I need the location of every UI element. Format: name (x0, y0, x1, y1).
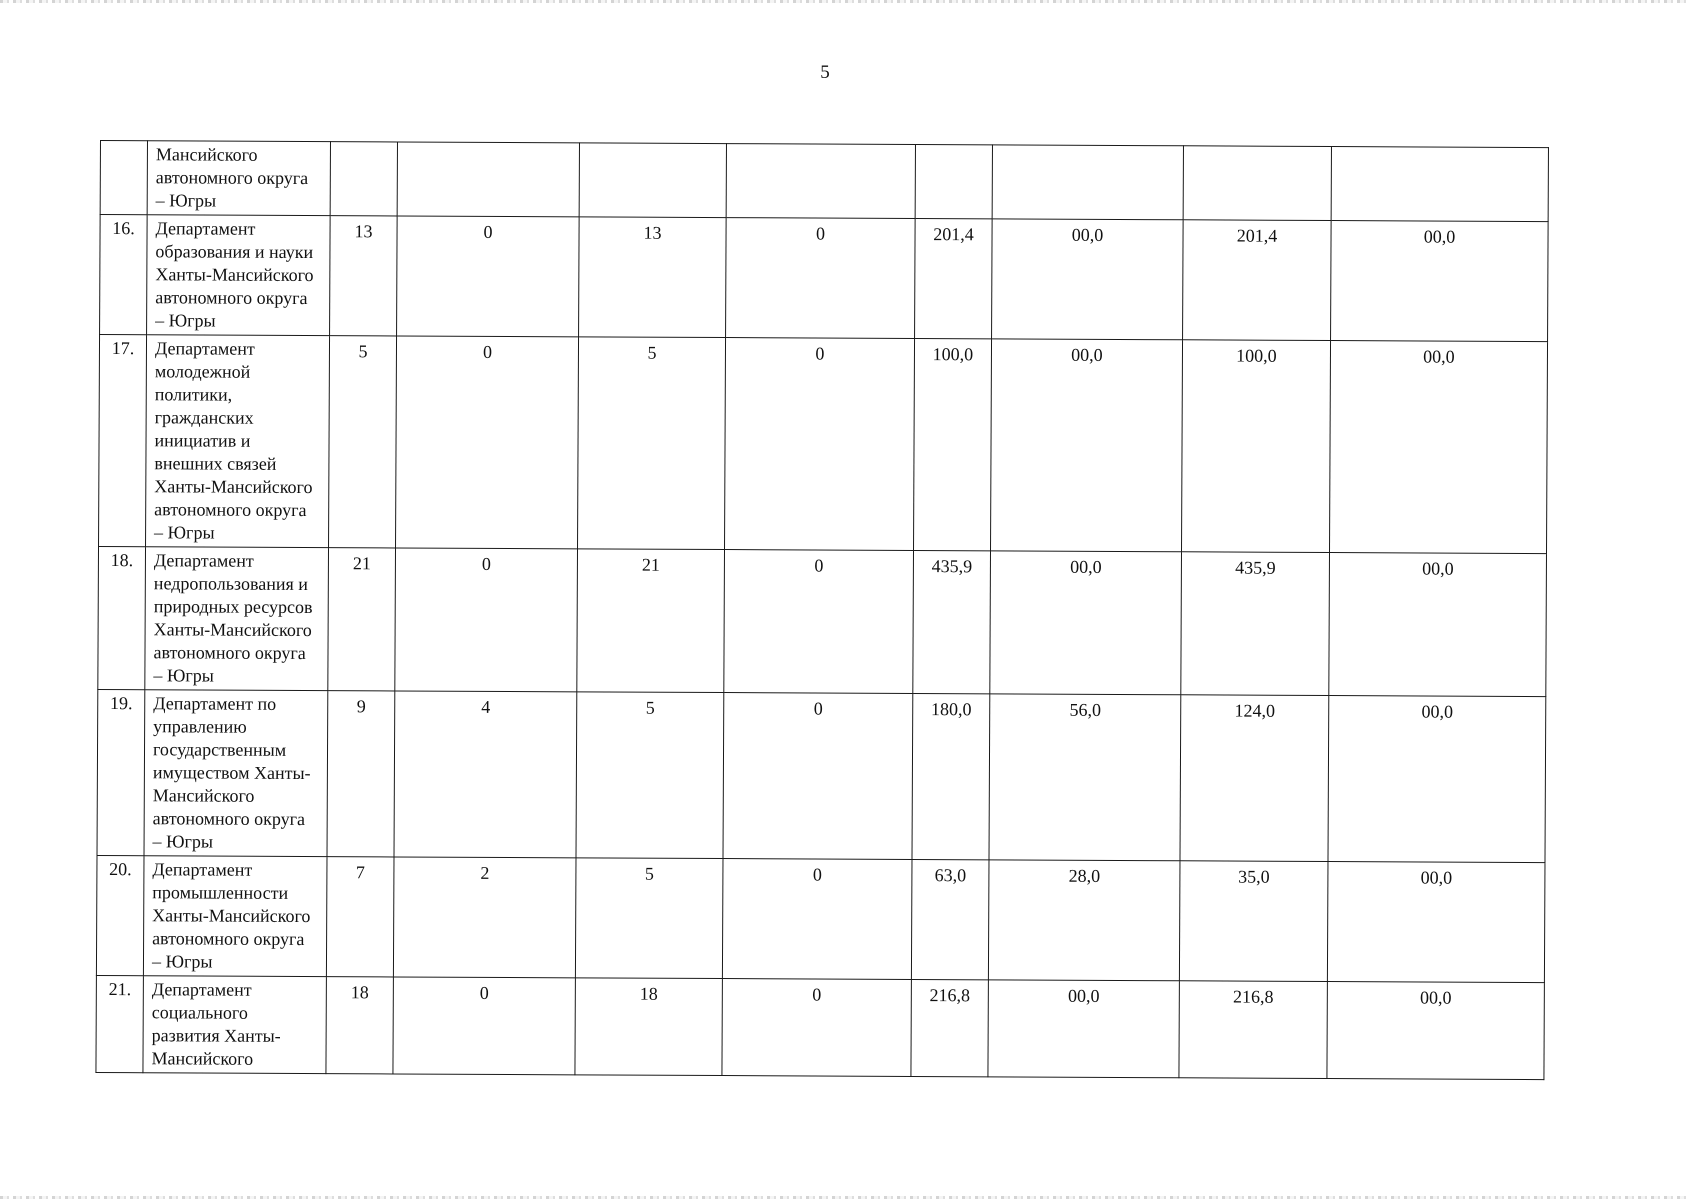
department-name-line: гражданских (154, 407, 254, 428)
department-name-line: Мансийского (151, 1048, 254, 1069)
value-cell-col-1 (330, 142, 397, 216)
department-name-line: – Югры (155, 190, 217, 211)
value-cell-col-2: 4 (394, 691, 577, 858)
department-name-line: политики, (154, 384, 233, 405)
department-name-line: природных ресурсов (153, 596, 313, 618)
value-cell-col-8: 00,0 (1327, 982, 1544, 1080)
department-name-line: образования и науки (155, 241, 314, 263)
value-cell-col-6: 00,0 (992, 219, 1184, 340)
table-row (96, 975, 1544, 1079)
department-name-line: автономного округа (152, 928, 305, 950)
value-cell-col-2 (397, 142, 579, 217)
value-cell-col-2: 0 (395, 548, 578, 692)
value-cell-col-7: 435,9 (1181, 552, 1330, 696)
value-cell-col-6: 00,0 (990, 551, 1182, 695)
value-cell-col-3: 5 (576, 692, 724, 859)
value-cell-col-2: 0 (396, 336, 579, 549)
value-cell-col-3: 18 (575, 978, 722, 1076)
value-cell-col-8: 00,0 (1327, 862, 1545, 983)
value-cell-col-2: 2 (393, 857, 576, 978)
department-name-line: – Югры (152, 831, 214, 852)
department-name-line: автономного округа (155, 287, 308, 309)
department-name-line: – Югры (154, 522, 215, 543)
value-cell-col-5: 435,9 (913, 550, 991, 693)
scan-edge-bottom (0, 1196, 1686, 1199)
table-row (100, 215, 1549, 342)
department-name-line: – Югры (151, 951, 213, 972)
value-cell-col-3: 13 (579, 217, 727, 338)
department-name-line: автономного округа (155, 167, 309, 189)
department-name-line: Ханты-Мансийского (155, 264, 314, 286)
value-cell-col-5 (915, 144, 992, 218)
department-name-line: управлению (153, 716, 247, 737)
value-cell-col-8 (1331, 147, 1548, 222)
value-cell-col-1: 5 (329, 336, 397, 548)
department-name-line: развития Ханты- (151, 1025, 281, 1046)
department-table (95, 140, 1549, 1080)
value-cell-col-1: 21 (328, 548, 396, 691)
value-cell-col-4: 0 (724, 550, 914, 694)
value-cell-col-3: 21 (577, 549, 725, 693)
table-row (99, 335, 1548, 554)
row-index-cell: 16. (100, 215, 148, 335)
value-cell-col-7 (1183, 146, 1331, 221)
row-index-cell: 17. (99, 335, 147, 547)
department-name-line: молодежной (154, 361, 251, 382)
value-cell-col-4: 0 (723, 693, 913, 860)
department-name-line: автономного округа (152, 808, 306, 830)
department-name-cell (144, 690, 328, 857)
value-cell-col-6: 56,0 (989, 694, 1181, 861)
department-name-line: – Югры (155, 310, 216, 331)
value-cell-col-3: 5 (578, 337, 726, 550)
value-cell-col-5: 63,0 (911, 859, 989, 979)
department-name-line: Ханты-Мансийского (154, 476, 313, 498)
department-name-line: недропользования и (153, 573, 308, 595)
department-name-cell (147, 141, 330, 216)
value-cell-col-6: 28,0 (988, 860, 1180, 981)
value-cell-col-5: 180,0 (912, 693, 990, 859)
department-name-line: Ханты-Мансийского (152, 905, 311, 927)
value-cell-col-7: 124,0 (1180, 695, 1329, 862)
department-name-line: промышленности (152, 882, 289, 903)
row-index-cell: 20. (96, 855, 144, 975)
value-cell-col-6: 00,0 (988, 980, 1179, 1078)
value-cell-col-3: 5 (575, 858, 723, 979)
table-row (100, 141, 1548, 222)
department-name-line: автономного округа (154, 499, 307, 521)
value-cell-col-6 (992, 145, 1183, 220)
department-name-line: Департамент (151, 979, 252, 1000)
department-name-cell (147, 215, 331, 336)
value-cell-col-8: 00,0 (1329, 341, 1547, 554)
value-cell-col-7: 35,0 (1179, 861, 1328, 982)
table-row (97, 689, 1546, 862)
value-cell-col-3 (579, 143, 726, 218)
department-name-line: – Югры (153, 665, 214, 686)
value-cell-col-8: 00,0 (1331, 221, 1549, 342)
department-name-line: Департамент (153, 550, 254, 571)
value-cell-col-6: 00,0 (991, 339, 1183, 552)
department-name-line: Департамент (152, 859, 253, 880)
row-index-cell (100, 141, 147, 215)
table-row (96, 855, 1545, 982)
value-cell-col-1: 9 (327, 691, 395, 857)
value-cell-col-5: 216,8 (911, 979, 988, 1076)
department-name-cell (143, 856, 327, 977)
value-cell-col-5: 100,0 (914, 338, 992, 550)
document-table-wrapper (95, 140, 1548, 1080)
value-cell-col-1: 7 (326, 857, 394, 977)
department-name-line: автономного округа (153, 642, 306, 664)
value-cell-col-8: 00,0 (1328, 696, 1546, 863)
value-cell-col-4: 0 (725, 338, 915, 551)
value-cell-col-1: 18 (326, 977, 393, 1074)
department-name-line: инициатив и (154, 430, 251, 451)
value-cell-col-4 (726, 144, 915, 219)
department-name-line: Мансийского (152, 785, 255, 806)
department-name-line: Департамент (155, 218, 256, 239)
department-name-cell (143, 976, 326, 1074)
department-name-cell (146, 335, 330, 548)
value-cell-col-5: 201,4 (915, 218, 993, 338)
value-cell-col-4: 0 (726, 218, 916, 339)
page-number: 5 (820, 62, 830, 83)
value-cell-col-7: 100,0 (1182, 340, 1331, 553)
row-index-cell: 21. (96, 975, 143, 1072)
table-body (96, 141, 1549, 1080)
row-index-cell: 18. (98, 546, 146, 689)
department-name-line: государственным (152, 739, 287, 760)
value-cell-col-4: 0 (722, 859, 912, 980)
value-cell-col-8: 00,0 (1329, 553, 1547, 697)
table-row (98, 546, 1547, 696)
department-name-line: Ханты-Мансийского (153, 619, 312, 641)
value-cell-col-7: 201,4 (1183, 220, 1332, 341)
value-cell-col-1: 13 (330, 216, 398, 336)
value-cell-col-4: 0 (722, 979, 911, 1077)
scan-edge-top (0, 0, 1686, 3)
row-index-cell: 19. (97, 689, 145, 855)
value-cell-col-2: 0 (393, 977, 575, 1075)
department-name-line: Департамент (154, 338, 255, 359)
department-name-cell (145, 547, 329, 691)
department-name-line: имуществом Ханты- (152, 762, 311, 784)
value-cell-col-7: 216,8 (1179, 981, 1327, 1079)
department-name-line: Департамент по (153, 693, 277, 714)
department-name-line: социального (151, 1002, 248, 1023)
value-cell-col-2: 0 (397, 216, 580, 337)
department-name-line: Мансийского (155, 144, 258, 165)
department-name-line: внешних связей (154, 453, 277, 474)
